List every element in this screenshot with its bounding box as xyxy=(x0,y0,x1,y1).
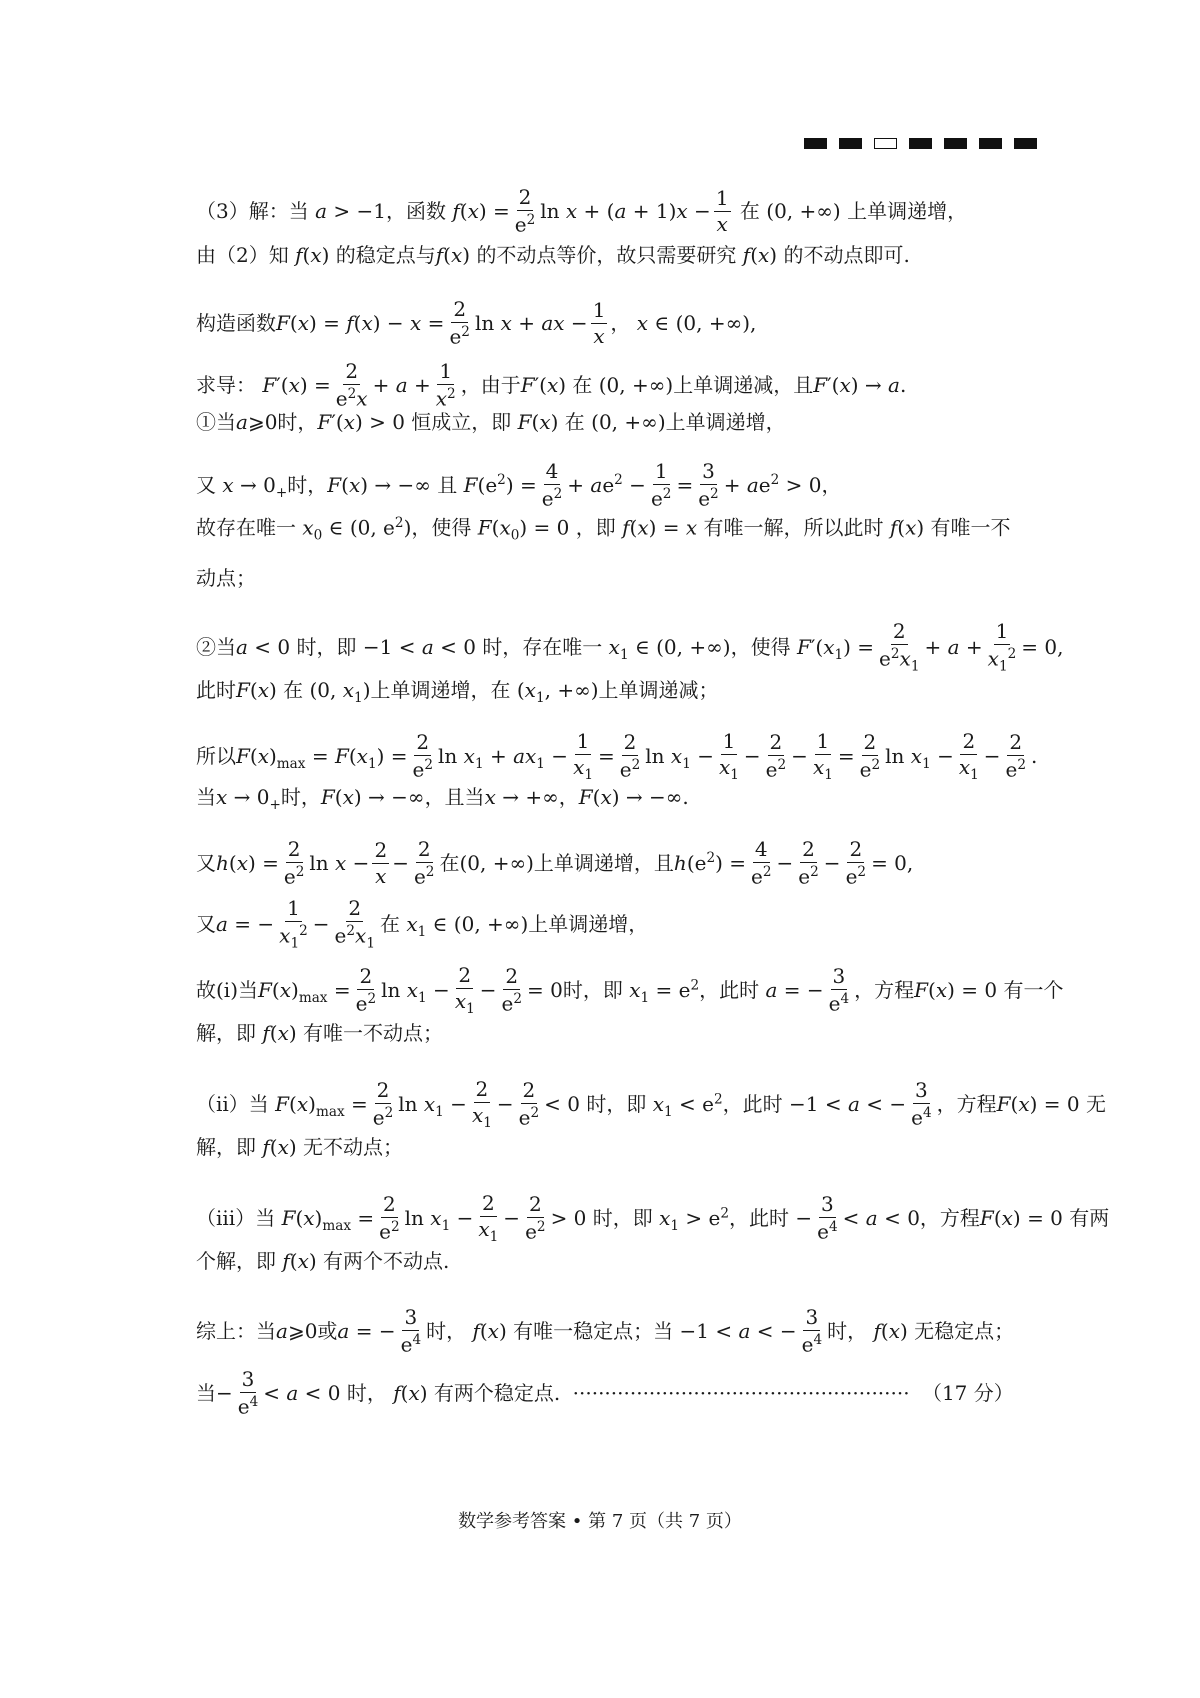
marker-block xyxy=(1014,138,1037,149)
solution-line-13: 又h(x) = $\frac{2}{e^2}$ ln x − $\frac{2}{x}$ − $\frac{2}{e^2}$ 在(0, +∞)上单调递增，且$h(e^2)$ = $\frac{4}{e^2}$ − $\frac{2}{e^2}$ − $\frac{2}{e^2}$ = 0, xyxy=(196,837,914,889)
marker-block-open xyxy=(874,138,897,149)
solution-line-20: 个解，即 f(x) 有两个不动点. xyxy=(196,1249,450,1273)
solution-line-10: 此时F(x) 在 (0, $x_1$)上单调递增，在 ($x_1$, +∞)上单调递减； xyxy=(196,678,719,706)
marker-block xyxy=(944,138,967,149)
solution-line-18: 解，即 f(x) 无不动点； xyxy=(196,1135,404,1159)
solution-line-14: 又a = − $\frac{1}{x_1^2}$ − $\frac{2}{e^2x_1}$ 在 $x_1$ ∈ (0, +∞)上单调递增， xyxy=(196,896,649,952)
score-label: （17 分） xyxy=(921,1380,1014,1405)
solution-line-3: 构造函数F(x) = f(x) − x = $\frac{2}{e^2}$ ln x + ax − $\frac{1}{x}$ ， x ∈ (0, +∞), xyxy=(196,297,757,349)
solution-line-8: 动点； xyxy=(196,566,256,590)
solution-line-21: 综上：当a⩾0或a = − $\frac{3}{e^4}$ 时， f(x) 有唯一稳定点；当 −1 < a < − $\frac{3}{e^4}$ 时， f(x) 无稳定点； xyxy=(196,1305,1015,1357)
solution-line-19: （ⅲ）当 $F(x)_{max}$ = $\frac{2}{e^2}$ $\ln x_1$ − $\frac{2}{x_1}$ − $\frac{2}{e^2}$ > 0 时，即 $x_1 > e^2$，此时 − $\frac{3}{e^4}$ < a < 0，方程F(x) = 0 有两 xyxy=(196,1191,1110,1245)
solution-line-15: 故(ⅰ)当$F(x)_{max}$ = $\frac{2}{e^2}$ $\ln x_1$ − $\frac{2}{x_1}$ − $\frac{2}{e^2}$ = 0时，即 $x_1 = e^2$，此时 a = − $\frac{3}{e^4}$ ，方程F(x) = 0 有一个 xyxy=(196,963,1064,1017)
solution-line-5: ①当a⩾0时，F′(x) > 0 恒成立，即 F(x) 在 (0, +∞)上单调递增， xyxy=(196,410,786,434)
page-marker-strip xyxy=(804,138,1049,149)
solution-line-2: 由（2）知 f(x) 的稳定点与f(x) 的不动点等价，故只需要研究 f(x) 的不动点即可. xyxy=(196,243,910,267)
solution-line-7: 故存在唯一 $x_0$ ∈ (0, $e^2$)，使得 $F(x_0) = 0$ ，即 f(x) = x 有唯一解，所以此时 f(x) 有唯一不 xyxy=(196,515,1011,544)
solution-line-6: 又 $x \to 0_+$时，F(x) → −∞ 且 $F(e^2)$ = $\frac{4}{e^2}$ + $ae^2$ − $\frac{1}{e^2}$ = $\frac{3}{e^2}$ + $ae^2 > 0$， xyxy=(196,459,842,511)
leader-dots: ····················································· xyxy=(572,1380,910,1405)
solution-line-11: 所以$F(x)_{max} = F(x_1)$ = $\frac{2}{e^2}$ $\ln x_1 + ax_1$ − $\frac{1}{x_1}$ = $\frac{2}{e^2}$ $\ln x_1$ − $\frac{1}{x_1}$ − $\frac{2}{e^2}$ − $\frac{1}{x_1}$ = $\frac{2}{e^2}$ $\ln x_1$ − $\frac{2}{x_1}$ − $\frac{2}{e^2}$ . xyxy=(196,729,1038,783)
solution-line-17: （ⅱ）当 $F(x)_{max}$ = $\frac{2}{e^2}$ $\ln x_1$ − $\frac{2}{x_1}$ − $\frac{2}{e^2}$ < 0 时，即 $x_1 < e^2$，此时 −1 < a < − $\frac{3}{e^4}$ ，方程F(x) = 0 无 xyxy=(196,1077,1106,1131)
solution-line-4: 求导： F′(x) = $\frac{2}{e^2x}$ + a + $\frac{1}{x^2}$ ，由于F′(x) 在 (0, +∞)上单调递减，且F′(x) → a. xyxy=(196,359,907,411)
page-footer: 数学参考答案 • 第 7 页（共 7 页） xyxy=(458,1511,742,1532)
solution-line-9: ②当a < 0 时，即 −1 < a < 0 时，存在唯一 $x_1$ ∈ (0, +∞)，使得 $F'(x_1)$ = $\frac{2}{e^2x_1}$ + a + $\frac{1}{x_1^2}$ = 0, xyxy=(196,619,1064,675)
marker-block xyxy=(839,138,862,149)
marker-block xyxy=(804,138,827,149)
marker-block xyxy=(979,138,1002,149)
solution-line-22: 当− $\frac{3}{e^4}$ < a < 0 时， f(x) 有两个稳定点. ····················································· （17 分） xyxy=(196,1367,1014,1419)
part3-lead: （3）解：当 xyxy=(196,198,309,223)
solution-line-12: 当$x \to 0_+$时，F(x) → −∞，且当x → +∞，F(x) → −∞. xyxy=(196,785,689,813)
solution-line-16: 解，即 f(x) 有唯一不动点； xyxy=(196,1021,444,1045)
solution-line-1: （3）解：当 a > −1，函数 f(x) = $\frac{2}{e^2}$ ln x + (a + 1)x − $\frac{1}{x}$ 在 (0, +∞) 上单调递增， xyxy=(196,185,968,237)
marker-block xyxy=(909,138,932,149)
